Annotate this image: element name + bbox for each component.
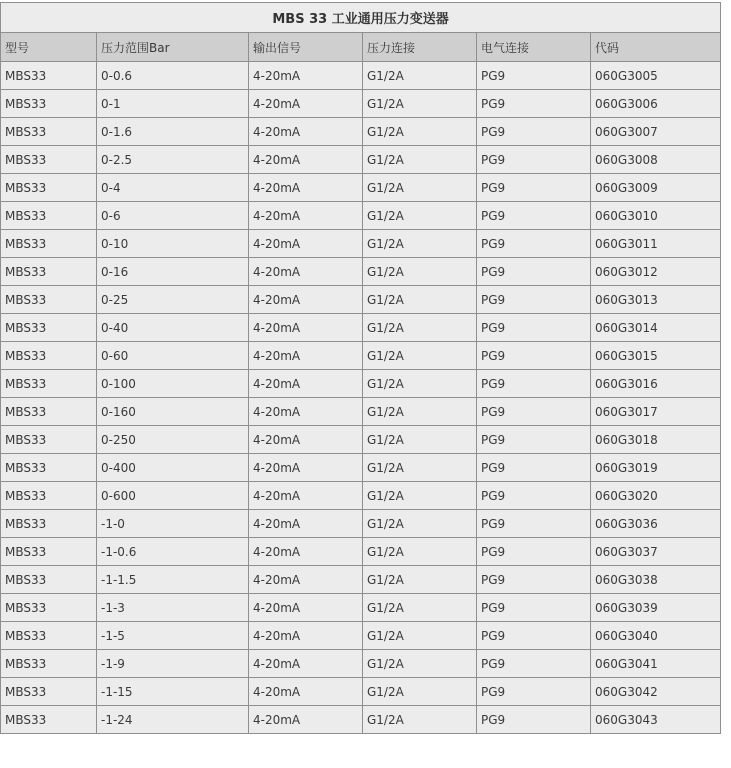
table-row <box>1 174 721 202</box>
cell-output-signal: 4-20mA <box>249 90 363 118</box>
cell-code: 060G3016 <box>591 370 721 398</box>
cell-output-signal: 4-20mA <box>249 482 363 510</box>
cell-output-signal: 4-20mA <box>249 398 363 426</box>
cell-model: MBS33 <box>1 62 97 90</box>
table-row <box>1 146 721 174</box>
table-row <box>1 314 721 342</box>
cell-pressure-range: 0-250 <box>97 426 249 454</box>
cell-model: MBS33 <box>1 426 97 454</box>
cell-electrical-connection: PG9 <box>477 398 591 426</box>
cell-pressure-connection: G1/2A <box>363 650 477 678</box>
cell-output-signal: 4-20mA <box>249 342 363 370</box>
cell-electrical-connection: PG9 <box>477 678 591 706</box>
cell-code: 060G3014 <box>591 314 721 342</box>
cell-pressure-range: 0-25 <box>97 286 249 314</box>
table-row <box>1 286 721 314</box>
cell-output-signal: 4-20mA <box>249 286 363 314</box>
cell-code: 060G3043 <box>591 706 721 734</box>
cell-code: 060G3011 <box>591 230 721 258</box>
cell-pressure-range: 0-40 <box>97 314 249 342</box>
cell-pressure-range: -1-5 <box>97 622 249 650</box>
table-body <box>1 62 721 734</box>
cell-code: 060G3019 <box>591 454 721 482</box>
cell-pressure-range: 0-100 <box>97 370 249 398</box>
cell-output-signal: 4-20mA <box>249 118 363 146</box>
cell-pressure-connection: G1/2A <box>363 482 477 510</box>
cell-model: MBS33 <box>1 230 97 258</box>
cell-pressure-range: 0-10 <box>97 230 249 258</box>
cell-electrical-connection: PG9 <box>477 510 591 538</box>
table-title: MBS 33 工业通用压力变送器 <box>1 3 721 33</box>
cell-output-signal: 4-20mA <box>249 538 363 566</box>
cell-pressure-connection: G1/2A <box>363 314 477 342</box>
cell-electrical-connection: PG9 <box>477 258 591 286</box>
cell-output-signal: 4-20mA <box>249 62 363 90</box>
cell-pressure-range: -1-9 <box>97 650 249 678</box>
table-header-row <box>1 33 721 62</box>
cell-pressure-range: 0-60 <box>97 342 249 370</box>
header-pressure-range: 压力范围Bar <box>97 33 249 62</box>
cell-output-signal: 4-20mA <box>249 566 363 594</box>
cell-output-signal: 4-20mA <box>249 146 363 174</box>
cell-pressure-connection: G1/2A <box>363 286 477 314</box>
cell-pressure-connection: G1/2A <box>363 342 477 370</box>
cell-pressure-range: -1-24 <box>97 706 249 734</box>
cell-model: MBS33 <box>1 90 97 118</box>
cell-pressure-connection: G1/2A <box>363 538 477 566</box>
cell-output-signal: 4-20mA <box>249 678 363 706</box>
cell-pressure-connection: G1/2A <box>363 678 477 706</box>
cell-model: MBS33 <box>1 650 97 678</box>
cell-code: 060G3041 <box>591 650 721 678</box>
cell-pressure-connection: G1/2A <box>363 174 477 202</box>
cell-pressure-range: -1-1.5 <box>97 566 249 594</box>
cell-pressure-connection: G1/2A <box>363 454 477 482</box>
cell-model: MBS33 <box>1 678 97 706</box>
cell-pressure-connection: G1/2A <box>363 370 477 398</box>
cell-electrical-connection: PG9 <box>477 174 591 202</box>
cell-pressure-connection: G1/2A <box>363 398 477 426</box>
cell-pressure-connection: G1/2A <box>363 62 477 90</box>
cell-pressure-connection: G1/2A <box>363 706 477 734</box>
cell-output-signal: 4-20mA <box>249 174 363 202</box>
cell-pressure-range: 0-0.6 <box>97 62 249 90</box>
cell-electrical-connection: PG9 <box>477 706 591 734</box>
cell-code: 060G3037 <box>591 538 721 566</box>
cell-output-signal: 4-20mA <box>249 370 363 398</box>
cell-electrical-connection: PG9 <box>477 230 591 258</box>
cell-model: MBS33 <box>1 118 97 146</box>
cell-model: MBS33 <box>1 174 97 202</box>
cell-pressure-range: 0-2.5 <box>97 146 249 174</box>
cell-model: MBS33 <box>1 566 97 594</box>
cell-output-signal: 4-20mA <box>249 594 363 622</box>
cell-code: 060G3036 <box>591 510 721 538</box>
table-row <box>1 202 721 230</box>
cell-electrical-connection: PG9 <box>477 118 591 146</box>
cell-pressure-range: 0-4 <box>97 174 249 202</box>
cell-electrical-connection: PG9 <box>477 594 591 622</box>
cell-pressure-connection: G1/2A <box>363 510 477 538</box>
cell-electrical-connection: PG9 <box>477 566 591 594</box>
cell-model: MBS33 <box>1 258 97 286</box>
cell-electrical-connection: PG9 <box>477 482 591 510</box>
cell-model: MBS33 <box>1 706 97 734</box>
cell-output-signal: 4-20mA <box>249 622 363 650</box>
cell-pressure-range: -1-0.6 <box>97 538 249 566</box>
cell-electrical-connection: PG9 <box>477 454 591 482</box>
cell-pressure-connection: G1/2A <box>363 90 477 118</box>
table-row <box>1 678 721 706</box>
cell-electrical-connection: PG9 <box>477 202 591 230</box>
table-row <box>1 510 721 538</box>
table-row <box>1 426 721 454</box>
cell-pressure-range: 0-6 <box>97 202 249 230</box>
table-row <box>1 454 721 482</box>
cell-electrical-connection: PG9 <box>477 370 591 398</box>
cell-pressure-connection: G1/2A <box>363 426 477 454</box>
cell-output-signal: 4-20mA <box>249 650 363 678</box>
cell-code: 060G3039 <box>591 594 721 622</box>
cell-electrical-connection: PG9 <box>477 146 591 174</box>
table-row <box>1 90 721 118</box>
cell-code: 060G3042 <box>591 678 721 706</box>
cell-pressure-connection: G1/2A <box>363 258 477 286</box>
table-row <box>1 342 721 370</box>
cell-output-signal: 4-20mA <box>249 426 363 454</box>
cell-pressure-range: 0-600 <box>97 482 249 510</box>
cell-electrical-connection: PG9 <box>477 538 591 566</box>
cell-pressure-connection: G1/2A <box>363 622 477 650</box>
cell-pressure-connection: G1/2A <box>363 146 477 174</box>
table-row <box>1 370 721 398</box>
table-row <box>1 482 721 510</box>
cell-code: 060G3013 <box>591 286 721 314</box>
cell-output-signal: 4-20mA <box>249 510 363 538</box>
cell-output-signal: 4-20mA <box>249 258 363 286</box>
cell-code: 060G3040 <box>591 622 721 650</box>
cell-output-signal: 4-20mA <box>249 706 363 734</box>
cell-code: 060G3020 <box>591 482 721 510</box>
cell-output-signal: 4-20mA <box>249 454 363 482</box>
cell-model: MBS33 <box>1 482 97 510</box>
table-row <box>1 650 721 678</box>
spec-table <box>0 2 721 734</box>
cell-pressure-range: 0-400 <box>97 454 249 482</box>
cell-code: 060G3015 <box>591 342 721 370</box>
cell-output-signal: 4-20mA <box>249 314 363 342</box>
cell-model: MBS33 <box>1 510 97 538</box>
table-row <box>1 230 721 258</box>
table-row <box>1 706 721 734</box>
cell-electrical-connection: PG9 <box>477 90 591 118</box>
cell-code: 060G3009 <box>591 174 721 202</box>
cell-output-signal: 4-20mA <box>249 230 363 258</box>
cell-pressure-range: -1-15 <box>97 678 249 706</box>
cell-electrical-connection: PG9 <box>477 286 591 314</box>
table-row <box>1 538 721 566</box>
header-code: 代码 <box>591 33 721 62</box>
cell-model: MBS33 <box>1 370 97 398</box>
cell-code: 060G3038 <box>591 566 721 594</box>
cell-pressure-range: 0-1 <box>97 90 249 118</box>
cell-code: 060G3012 <box>591 258 721 286</box>
cell-code: 060G3018 <box>591 426 721 454</box>
cell-model: MBS33 <box>1 398 97 426</box>
table-row <box>1 566 721 594</box>
cell-electrical-connection: PG9 <box>477 314 591 342</box>
cell-model: MBS33 <box>1 594 97 622</box>
table-row <box>1 594 721 622</box>
cell-code: 060G3010 <box>591 202 721 230</box>
header-model: 型号 <box>1 33 97 62</box>
cell-electrical-connection: PG9 <box>477 342 591 370</box>
cell-model: MBS33 <box>1 538 97 566</box>
cell-model: MBS33 <box>1 314 97 342</box>
cell-model: MBS33 <box>1 146 97 174</box>
cell-pressure-range: -1-3 <box>97 594 249 622</box>
cell-pressure-connection: G1/2A <box>363 566 477 594</box>
table-row <box>1 62 721 90</box>
cell-pressure-range: -1-0 <box>97 510 249 538</box>
cell-model: MBS33 <box>1 342 97 370</box>
cell-code: 060G3008 <box>591 146 721 174</box>
cell-model: MBS33 <box>1 202 97 230</box>
cell-pressure-connection: G1/2A <box>363 118 477 146</box>
table-row <box>1 258 721 286</box>
cell-pressure-range: 0-16 <box>97 258 249 286</box>
cell-code: 060G3017 <box>591 398 721 426</box>
cell-electrical-connection: PG9 <box>477 622 591 650</box>
cell-electrical-connection: PG9 <box>477 426 591 454</box>
cell-pressure-connection: G1/2A <box>363 202 477 230</box>
cell-pressure-range: 0-160 <box>97 398 249 426</box>
cell-electrical-connection: PG9 <box>477 62 591 90</box>
header-output-signal: 输出信号 <box>249 33 363 62</box>
cell-pressure-connection: G1/2A <box>363 230 477 258</box>
table-row <box>1 622 721 650</box>
cell-model: MBS33 <box>1 622 97 650</box>
cell-pressure-range: 0-1.6 <box>97 118 249 146</box>
cell-model: MBS33 <box>1 454 97 482</box>
cell-code: 060G3005 <box>591 62 721 90</box>
cell-code: 060G3007 <box>591 118 721 146</box>
cell-pressure-connection: G1/2A <box>363 594 477 622</box>
table-row <box>1 118 721 146</box>
cell-output-signal: 4-20mA <box>249 202 363 230</box>
header-pressure-connection: 压力连接 <box>363 33 477 62</box>
cell-model: MBS33 <box>1 286 97 314</box>
cell-electrical-connection: PG9 <box>477 650 591 678</box>
cell-code: 060G3006 <box>591 90 721 118</box>
header-electrical-connection: 电气连接 <box>477 33 591 62</box>
table-row <box>1 398 721 426</box>
